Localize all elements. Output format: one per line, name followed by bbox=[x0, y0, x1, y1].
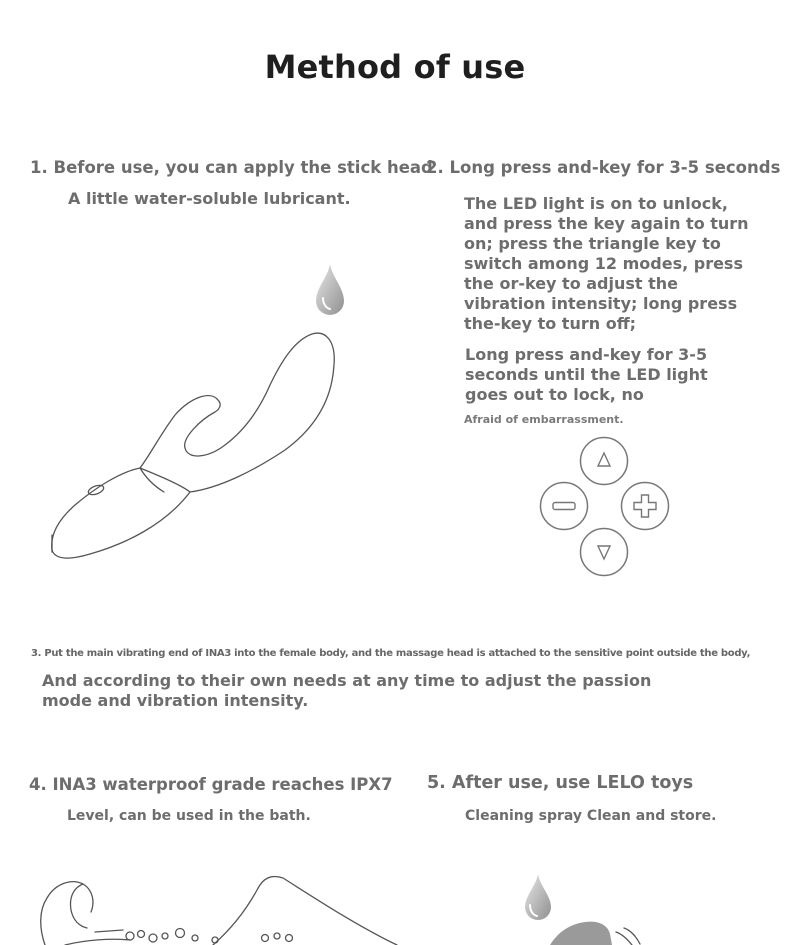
minus-icon bbox=[541, 483, 588, 530]
step2-heading: 2. Long press and-key for 3-5 seconds bbox=[426, 158, 781, 177]
page-title: Method of use bbox=[264, 48, 526, 86]
product-illustration bbox=[40, 320, 350, 570]
step1-heading: 1. Before use, you can apply the stick head bbox=[30, 158, 433, 177]
step4-subtext: Level, can be used in the bath. bbox=[67, 808, 311, 824]
step2-paragraph2: Long press and-key for 3-5 seconds until the LED light goes out to lock, no bbox=[465, 345, 708, 404]
bath-illustration bbox=[35, 870, 405, 945]
step2-note: Afraid of embarrassment. bbox=[464, 413, 624, 426]
step5-heading: 5. After use, use LELO toys bbox=[427, 773, 694, 793]
step5-subtext: Cleaning spray Clean and store. bbox=[465, 808, 717, 824]
step1-subtext: A little water-soluble lubricant. bbox=[68, 189, 351, 208]
step3-subtext: And according to their own needs at any time to adjust the passion mode and vibration intensity. bbox=[42, 671, 652, 710]
step3-heading: 3. Put the main vibrating end of INA3 into the female body, and the massage head is attached to the sensitive point outside the body, bbox=[31, 648, 751, 659]
plus-icon bbox=[622, 483, 669, 530]
control-panel-diagram bbox=[538, 436, 672, 578]
step2-paragraph1: The LED light is on to unlock, and press the key again to turn on; press the triangle key to switch among 12 modes, press the or-key to adjust the vibration intensity; long press the-key to turn off; bbox=[464, 194, 749, 333]
triangle-up-icon bbox=[581, 438, 628, 485]
step4-heading: 4. INA3 waterproof grade reaches IPX7 bbox=[29, 775, 393, 794]
cleaning-illustration bbox=[520, 872, 650, 945]
water-drop-icon bbox=[315, 262, 345, 317]
triangle-down-icon bbox=[581, 529, 628, 576]
